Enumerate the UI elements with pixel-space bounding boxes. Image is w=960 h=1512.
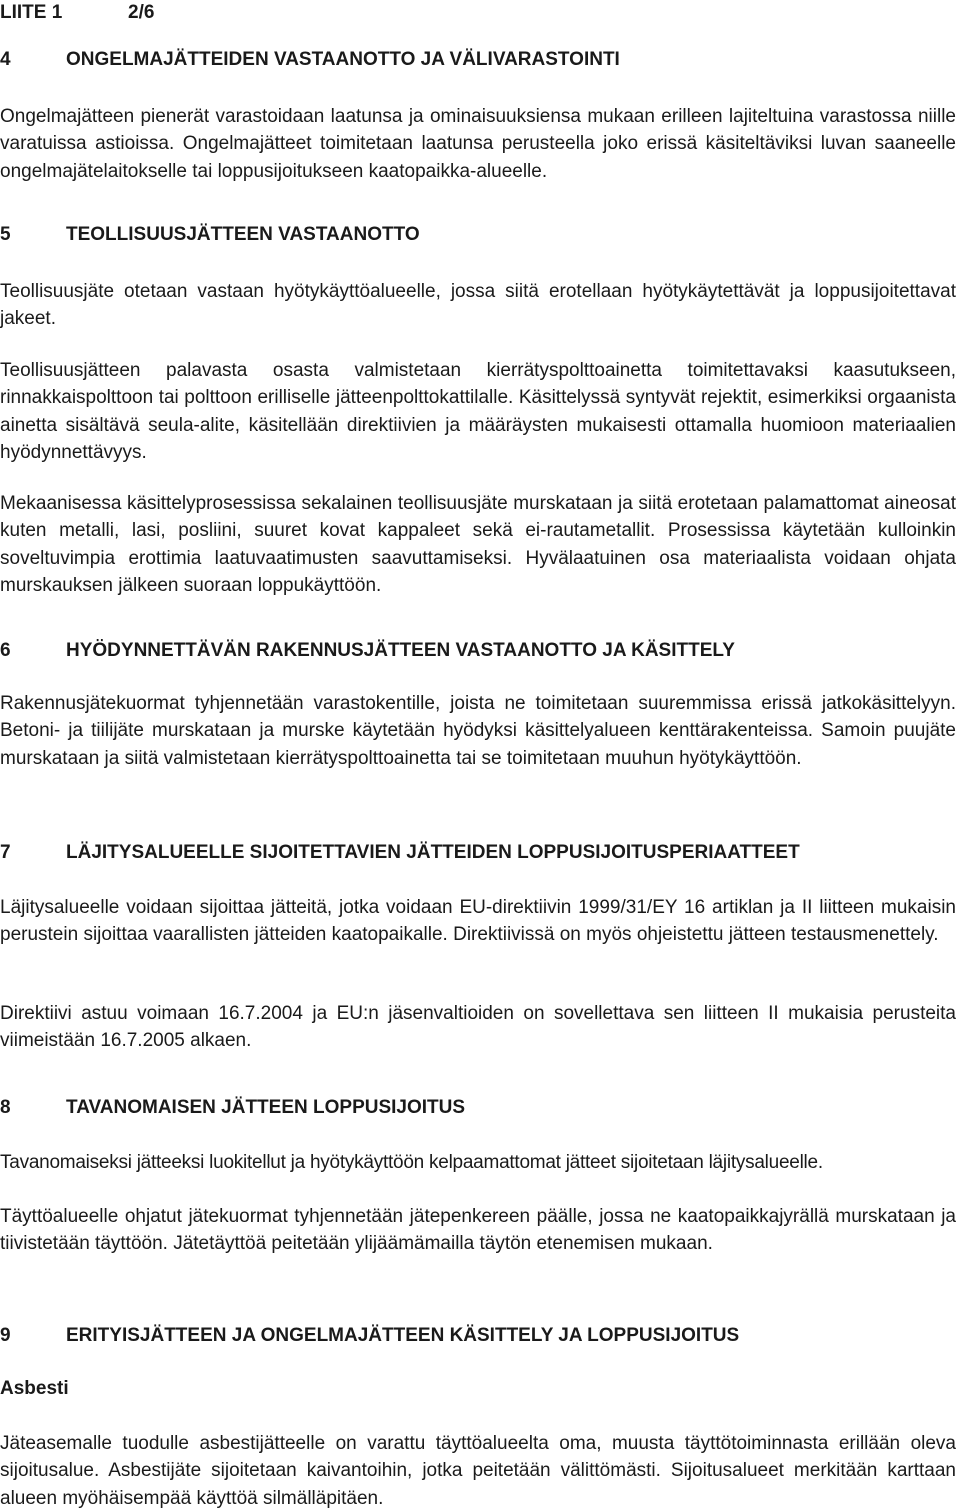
section-title: TEOLLISUUSJÄTTEEN VASTAANOTTO	[66, 224, 420, 245]
section-7-paragraph-2: Direktiivi astuu voimaan 16.7.2004 ja EU:n jäsenvaltioiden on sovellettava sen liitteen II mukaisia perusteita viimeistään 16.7.2005 alkaen.	[0, 1003, 956, 1052]
section-5-paragraph-3: Mekaanisessa käsittelyprosessissa sekalainen teollisuusjäte murskataan ja siitä erotetaan palamattomat aineosat kuten metalli, lasi, posliini, suuret kovat kappaleet sekä ei-rautametallit. Prosessissa käytetään kulloinkin soveltuvimpia erottimia laatuvaatimusten saavuttamiseksi. Hyvälaatuinen osa materiaalista voidaan ohjata murskauksen jälkeen suoraan loppukäyttöön.	[0, 493, 956, 596]
section-title: TAVANOMAISEN JÄTTEEN LOPPUSIJOITUS	[66, 1097, 466, 1118]
subsection-heading: Asbesti	[0, 1378, 69, 1399]
section-number: 8	[0, 1097, 11, 1118]
section-4-paragraph-1: Ongelmajätteen pienerät varastoidaan laatunsa ja ominaisuuksiensa mukaan erilleen lajiteltuina varastossa niille varatuissa astioissa. Ongelmajätteet toimitetaan laatunsa perusteella joko erissä käsiteltäviksi luvan saaneelle ongelmajätelaitokselle tai loppusijoitukseen kaatopaikka-alueelle.	[0, 106, 956, 182]
page-header	[0, 0, 200, 26]
section-8-paragraph-2: Täyttöalueelle ohjatut jätekuormat tyhjennetään jätepenkereen päälle, jossa ne kaatopaikkajyrällä murskataan ja tiivistetään täyttöön. Jätetäyttöä peitetään ylijäämämailla täytön etenemisen mukaan.	[0, 1206, 956, 1255]
section-8-paragraph-1: Tavanomaiseksi jätteeksi luokitellut ja hyötykäyttöön kelpaamattomat jätteet sijoitetaan läjitysalueelle.	[0, 1152, 823, 1173]
section-number: 6	[0, 640, 11, 661]
page-number: 2/6	[128, 2, 155, 23]
appendix-label: LIITE 1	[0, 2, 63, 23]
section-7-paragraph-1: Läjitysalueelle voidaan sijoittaa jätteitä, jotka voidaan EU-direktiivin 1999/31/EY 16 artiklan ja II liitteen mukaisin perustein sijoittaa vaarallisten jätteiden kaatopaikalle. Direktiivissä on myös ohjeistettu jätteen testausmenettely.	[0, 897, 956, 946]
section-9-paragraph-1: Jäteasemalle tuodulle asbestijätteelle on varattu täyttöalueelta oma, muusta täyttötoiminnasta erillään oleva sijoitusalue. Asbestijäte sijoitetaan kaivantoihin, jotka peitetään välittömästi. Sijoitusalueet merkitään karttaan alueen myöhäisempää käyttöä silmälläpitäen.	[0, 1433, 956, 1509]
section-title: ONGELMAJÄTTEIDEN VASTAANOTTO JA VÄLIVARASTOINTI	[66, 49, 620, 70]
section-number: 5	[0, 224, 11, 245]
section-number: 9	[0, 1325, 11, 1346]
section-5-paragraph-2: Teollisuusjätteen palavasta osasta valmistetaan kierrätyspolttoainetta toimitettavaksi kaasutukseen, rinnakkaispolttoon tai polttoon erilliselle jätteenpolttokattilalle. Käsittelyssä syntyvät rejektit, esimerkiksi orgaanista ainetta sisältävä seula-alite, käsitellään direktiivien ja määräysten mukaisesti ottamalla huomioon materiaalien hyödynnettävyys.	[0, 360, 956, 463]
section-number: 4	[0, 49, 11, 70]
section-number: 7	[0, 842, 11, 863]
section-title: ERITYISJÄTTEEN JA ONGELMAJÄTTEEN KÄSITTELY JA LOPPUSIJOITUS	[66, 1325, 740, 1346]
section-title: LÄJITYSALUEELLE SIJOITETTAVIEN JÄTTEIDEN LOPPUSIJOITUSPERIAATTEET	[66, 842, 800, 863]
section-5-paragraph-1: Teollisuusjäte otetaan vastaan hyötykäyttöalueelle, jossa siitä erotellaan hyötykäytettävät ja loppusijoitettavat jakeet.	[0, 281, 956, 330]
section-title: HYÖDYNNETTÄVÄN RAKENNUSJÄTTEEN VASTAANOTTO JA KÄSITTELY	[66, 640, 735, 661]
section-6-paragraph-1: Rakennusjätekuormat tyhjennetään varastokentille, joista ne toimitetaan suuremmissa erissä jatkokäsittelyyn. Betoni- ja tiilijäte murskataan ja murske käytetään hyödyksi käsittelyalueen kenttärakenteissa. Samoin puujäte murskataan ja siitä valmistetaan kierrätyspolttoainetta tai se toimitetaan muuhun hyötykäyttöön.	[0, 693, 956, 769]
